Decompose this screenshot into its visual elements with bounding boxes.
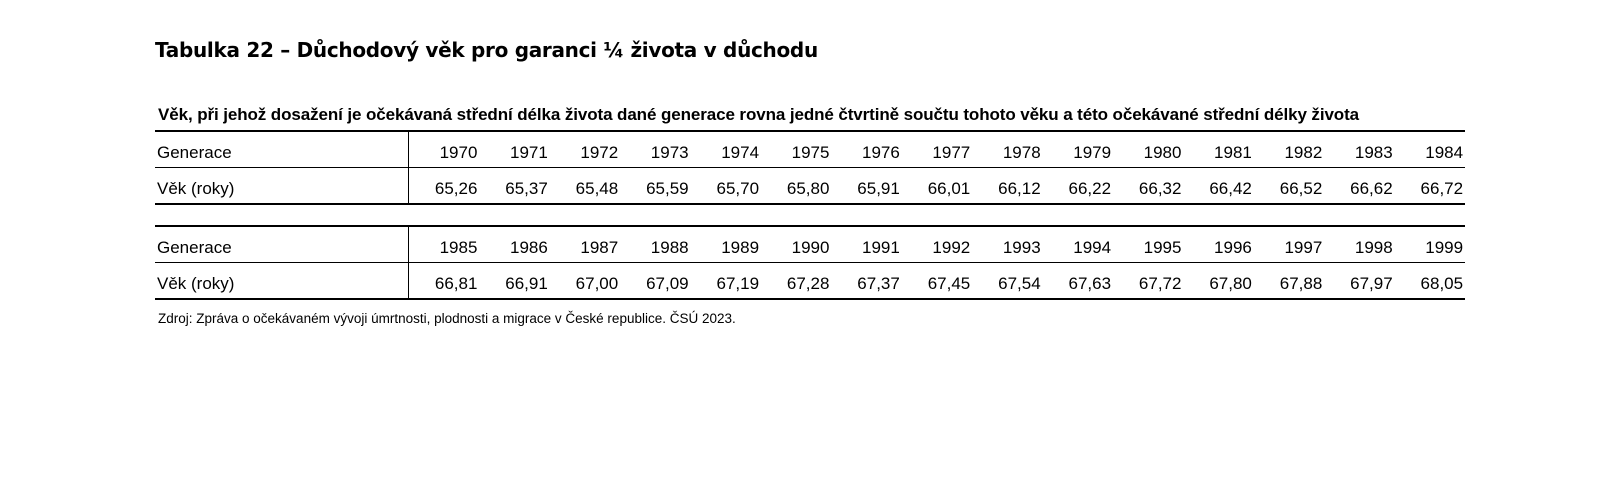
generation-row-label: Generace	[157, 143, 232, 162]
table-cell: 1985	[439, 238, 478, 257]
table-cell: 1988	[650, 238, 689, 257]
table-cell: 67,00	[575, 274, 619, 293]
table-cell: 1997	[1284, 238, 1323, 257]
table-cell: 1994	[1073, 238, 1112, 257]
table-cell: 1993	[1002, 238, 1041, 257]
table-cell: 67,45	[927, 274, 971, 293]
table-cell: 1984	[1425, 143, 1464, 162]
retirement-age-table-2	[155, 225, 1465, 300]
table-subtitle: Věk, při jehož dosažení je očekávaná střední délka života dané generace rovna jedné čtvrtině součtu tohoto věku a této očekávané střední délky života	[158, 105, 1360, 124]
age-row	[155, 168, 1465, 203]
table-cell: 1992	[932, 238, 971, 257]
table-cell: 1995	[1143, 238, 1182, 257]
generation-row	[155, 132, 1465, 167]
table-cell: 66,91	[505, 274, 548, 293]
table-cell: 66,01	[927, 179, 971, 198]
table-cell: 67,80	[1209, 274, 1252, 293]
table-cell: 65,91	[857, 179, 900, 198]
table-cell: 1979	[1073, 143, 1112, 162]
table-cell: 1974	[721, 143, 760, 162]
table-cell: 67,88	[1279, 274, 1323, 293]
table-cell: 1986	[509, 238, 548, 257]
table-cell: 1980	[1143, 143, 1182, 162]
retirement-age-table-1	[155, 130, 1465, 205]
table-bottom-rule	[155, 298, 1465, 300]
source-note: Zdroj: Zpráva o očekávaném vývoji úmrtnosti, plodnosti a migrace v České republice. ČSÚ 2023.	[158, 311, 736, 326]
table-cell: 1989	[721, 238, 760, 257]
table-cell: 67,97	[1350, 274, 1393, 293]
table-cell: 1991	[862, 238, 900, 257]
table-cell: 1971	[509, 143, 548, 162]
table-cell: 1970	[439, 143, 478, 162]
table-cell: 67,09	[646, 274, 689, 293]
table-cell: 65,37	[505, 179, 548, 198]
age-cells	[409, 274, 1465, 294]
generation-cells	[409, 238, 1465, 258]
table-cell: 1983	[1354, 143, 1393, 162]
table-cell: 1990	[791, 238, 830, 257]
table-cell: 1999	[1425, 238, 1464, 257]
table-cell: 66,72	[1420, 179, 1464, 198]
table-cell: 1998	[1354, 238, 1393, 257]
table-cell: 67,28	[786, 274, 830, 293]
table-cell: 66,12	[998, 179, 1041, 198]
table-cell: 1976	[862, 143, 900, 162]
age-row	[155, 263, 1465, 298]
table-bottom-rule	[155, 203, 1465, 205]
table-cell: 67,37	[857, 274, 900, 293]
table-cell: 66,22	[1068, 179, 1112, 198]
table-cell: 65,26	[434, 179, 478, 198]
generation-cells	[409, 143, 1465, 163]
table-cell: 1972	[580, 143, 619, 162]
table-cell: 67,72	[1138, 274, 1182, 293]
table-cell: 66,42	[1209, 179, 1252, 198]
table-cell: 65,70	[716, 179, 760, 198]
table-cell: 66,81	[434, 274, 478, 293]
age-row-label: Věk (roky)	[157, 274, 235, 293]
table-cell: 1996	[1214, 238, 1252, 257]
table-cell: 66,32	[1138, 179, 1182, 198]
table-cell: 1981	[1214, 143, 1252, 162]
table-cell: 65,48	[575, 179, 619, 198]
table-cell: 1973	[650, 143, 689, 162]
table-cell: 67,19	[716, 274, 760, 293]
table-cell: 1977	[932, 143, 971, 162]
age-row-label: Věk (roky)	[157, 179, 235, 198]
table-cell: 1978	[1002, 143, 1041, 162]
table-cell: 1975	[791, 143, 830, 162]
generation-row	[155, 227, 1465, 262]
table-cell: 66,52	[1279, 179, 1323, 198]
table-cell: 67,63	[1068, 274, 1112, 293]
table-cell: 66,62	[1350, 179, 1393, 198]
table-cell: 68,05	[1420, 274, 1464, 293]
age-cells	[409, 179, 1465, 199]
table-cell: 1982	[1284, 143, 1323, 162]
generation-row-label: Generace	[157, 238, 232, 257]
table-cell: 1987	[580, 238, 619, 257]
table-cell: 65,59	[646, 179, 689, 198]
table-title: Tabulka 22 – Důchodový věk pro garanci ¼ života v důchodu	[155, 38, 818, 62]
table-cell: 65,80	[786, 179, 830, 198]
table-cell: 67,54	[998, 274, 1041, 293]
